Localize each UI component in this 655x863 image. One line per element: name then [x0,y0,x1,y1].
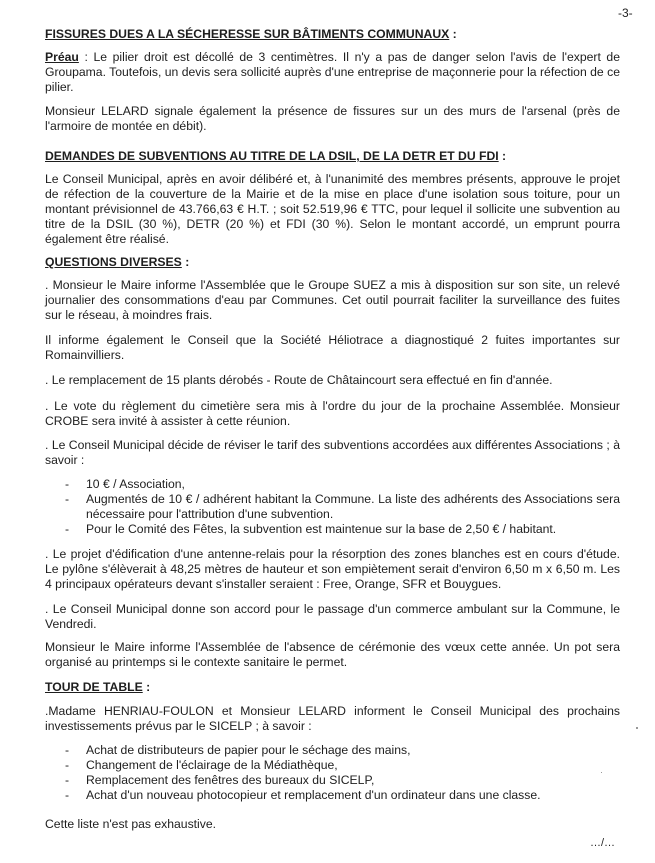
plants-text: . Le remplacement de 15 plants dérobés - Route de Châtaincourt sera effectué en fin d'année. [45,373,553,387]
preau-text: : Le pilier droit est décollé de 3 centimètres. Il n'y a pas de danger selon l'avis de l'expert de Groupama. Toutefois, un devis sera sollicité auprès d'une entreprise de maçonnerie pour la réfection de ce pilier. [45,50,620,94]
heading-fissures [45,27,620,42]
tour-list [45,743,620,803]
tour-item-text: Achat de distributeurs de papier pour le séchage des mains, [86,743,411,757]
heading-questions-text: QUESTIONS DIVERSES [45,255,182,269]
list-item [45,522,620,537]
dash-marker: - [65,522,70,536]
continuation-mark: …/… [590,837,616,849]
heading-tour [45,680,620,695]
dash-marker: - [65,773,70,787]
closing-text: Cette liste n'est pas exhaustive. [45,817,217,831]
paragraph-voeux [45,640,620,670]
heading-suffix: : [449,27,457,41]
paragraph-commerce [45,602,620,632]
tour-item-text: Remplacement des fenêtres des bureaux du SICELP, [86,773,375,787]
heading-suffix: : [142,680,151,694]
paragraph-lelard [45,104,620,134]
page-number: -3- [618,6,633,20]
scan-speck [601,772,602,773]
dash-marker: - [65,492,70,506]
paragraph-cimetiere [45,399,620,429]
paragraph-tarif-intro [45,438,620,468]
dash-marker: - [65,788,70,802]
tour-item-text: Achat d'un nouveau photocopieur et remplacement d'un ordinateur dans une classe. [86,788,541,802]
list-item [45,758,620,773]
heading-suffix: : [498,149,507,163]
heading-subventions-text: DEMANDES DE SUBVENTIONS AU TITRE DE LA DSIL, DE LA DETR ET DU FDI [45,149,499,163]
lelard-text: Monsieur LELARD signale également la présence de fissures sur un des murs de l'arsenal (près de l'armoire de montée en débit). [45,104,620,133]
list-item [45,477,620,492]
commerce-text: . Le Conseil Municipal donne son accord pour le passage d'un commerce ambulant sur la Commune, le Vendredi. [45,602,620,631]
dash-marker: - [65,477,70,491]
heading-tour-text: TOUR DE TABLE [45,680,143,694]
heliotrace-text: Il informe également le Conseil que la Société Héliotrace a diagnostiqué 2 fuites importantes sur Romainvilliers. [45,333,620,362]
heading-fissures-text: FISSURES DUES A LA SÉCHERESSE SUR BÂTIMENTS COMMUNAUX [45,27,450,41]
tarif-intro-text: . Le Conseil Municipal décide de réviser le tarif des subventions accordées aux différentes Associations ; à savoir : [45,438,620,467]
preau-label: Préau [45,50,79,64]
list-item [45,773,620,788]
tarif-item-text: Augmentés de 10 € / adhérent habitant la Commune. La liste des adhérents des Associations sera nécessaire pour l'attribution d'une subvention. [86,492,620,521]
paragraph-preau [45,50,620,95]
cimetiere-text: . Le vote du règlement du cimetière sera mis à l'ordre du jour de la prochaine Assemblée. Monsieur CROBE sera invité à assister à cette réunion. [45,399,620,428]
heading-suffix: : [181,255,190,269]
list-item [45,788,620,803]
paragraph-closing [45,817,620,832]
paragraph-tour-intro [45,704,620,734]
list-item [45,492,620,522]
tarif-list [45,477,620,537]
list-item [45,743,620,758]
dash-marker: - [65,743,70,757]
dash-marker: - [65,758,70,772]
tarif-item-text: Pour le Comité des Fêtes, la subvention est maintenue sur la base de 2,50 € / habitant. [86,522,557,536]
scan-speck [636,727,638,729]
antenne-text: . Le projet d'édification d'une antenne-relais pour la résorption des zones blanches est en cours d'étude. Le pylône s'élèverait à 48,25 mètres de hauteur et son empiètement serait d'environ 6,50 m x 6,50 m. Les 4 principaux opérateurs devant s'installer seraient : Free, Orange, SFR et Bouygues. [45,547,620,591]
paragraph-subventions [45,172,620,247]
paragraph-plants [45,373,620,388]
heading-questions [45,255,620,270]
heading-subventions [45,149,620,164]
paragraph-heliotrace [45,333,620,363]
paragraph-antenne [45,547,620,592]
tarif-item-text: 10 € / Association, [86,477,185,491]
paragraph-suez [45,278,620,323]
subventions-text: Le Conseil Municipal, après en avoir délibéré et, à l'unanimité des membres présents, approuve le projet de réfection de la couverture de la Mairie et de la mise en place d'une isolation sous toiture, pour un montant prévisionnel de 43.766,63 € H.T. ; soit 52.519,96 € TTC, pour lequel il sollicite une subvention au titre de la DSIL (30 %), DETR (20 %) et FDI (30 %). Selon le montant accordé, un emprunt pourra également être réalisé. [45,172,620,246]
tour-intro-text: .Madame HENRIAU-FOULON et Monsieur LELARD informent le Conseil Municipal des prochains investissements prévus par le SICELP ; à savoir : [45,704,620,733]
tour-item-text: Changement de l'éclairage de la Médiathèque, [86,758,338,772]
suez-text: . Monsieur le Maire informe l'Assemblée que le Groupe SUEZ a mis à disposition sur son site, un relevé journalier des consommations d'eau par Communes. Cet outil pourrait faciliter la surveillance des fuites sur le réseau, à moindres frais. [45,278,620,322]
voeux-text: Monsieur le Maire informe l'Assemblée de l'absence de cérémonie des vœux cette année. Un pot sera organisé au printemps si le contexte sanitaire le permet. [45,640,620,669]
